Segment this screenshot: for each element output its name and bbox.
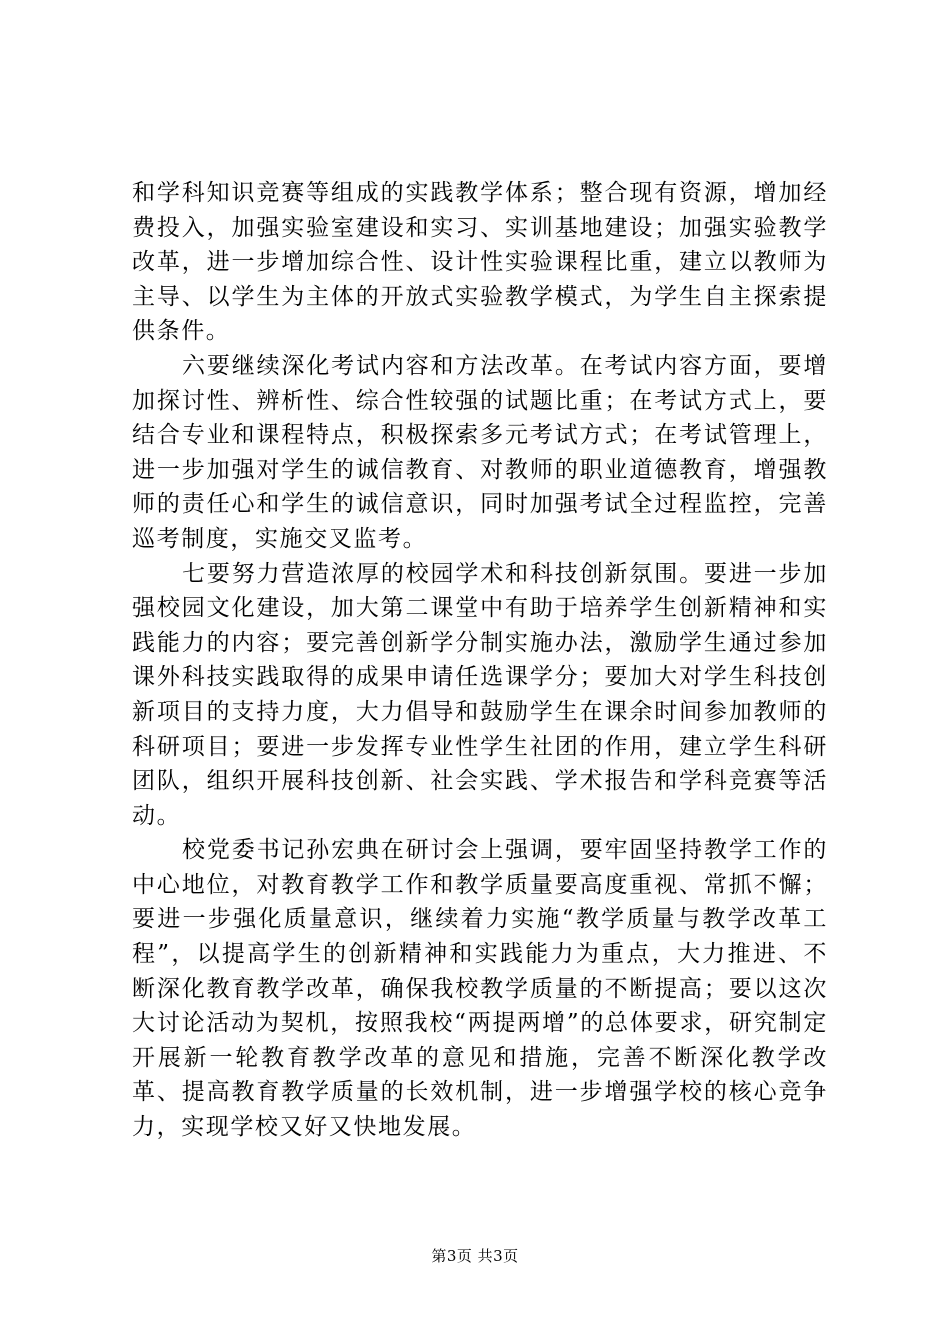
paragraph-party-secretary-remarks: 校党委书记孙宏典在研讨会上强调，要牢固坚持教学工作的中心地位，对教育教学工作和教学质量要高度重视、常抓不懈；要进一步强化质量意识，继续着力实施“教学质量与教学改革工程”，以提高学生的创新精神和实践能力为重点，大力推进、不断深化教育教学改革，确保我校教学质量的不断提高；要以这次大讨论活动为契机，按照我校“两提两增”的总体要求，研究制定开展新一轮教育教学改革的意见和措施，完善不断深化教学改革、提高教育教学质量的长效机制，进一步增强学校的核心竞争力，实现学校又好又快地发展。 (132, 837, 828, 1141)
paragraph-exam-reform: 六要继续深化考试内容和方法改革。在考试内容方面，要增加探讨性、辨析性、综合性较强的试题比重；在考试方式上，要结合专业和课程特点，积极探索多元考试方式；在考试管理上，进一步加强对学生的诚信教育、对教师的职业道德教育，增强教师的责任心和学生的诚信意识，同时加强考试全过程监控，完善巡考制度，实施交叉监考。 (132, 352, 828, 552)
document-body (132, 176, 828, 1145)
paragraph-practice-system: 和学科知识竞赛等组成的实践教学体系；整合现有资源，增加经费投入，加强实验室建设和实习、实训基地建设；加强实验教学改革，进一步增加综合性、设计性实验课程比重，建立以教师为主导、以学生为主体的开放式实验教学模式，为学生自主探索提供条件。 (132, 180, 828, 345)
paragraph-campus-innovation: 七要努力营造浓厚的校园学术和科技创新氛围。要进一步加强校园文化建设，加大第二课堂中有助于培养学生创新精神和实践能力的内容；要完善创新学分制实施办法，激励学生通过参加课外科技实践取得的成果申请任选课学分；要加大对学生科技创新项目的支持力度，大力倡导和鼓励学生在课余时间参加教师的科研项目；要进一步发挥专业性学生社团的作用，建立学生科研团队，组织开展科技创新、社会实践、学术报告和学科竞赛等活动。 (132, 560, 828, 829)
page-number-footer: 第3页 共3页 (431, 1247, 519, 1265)
